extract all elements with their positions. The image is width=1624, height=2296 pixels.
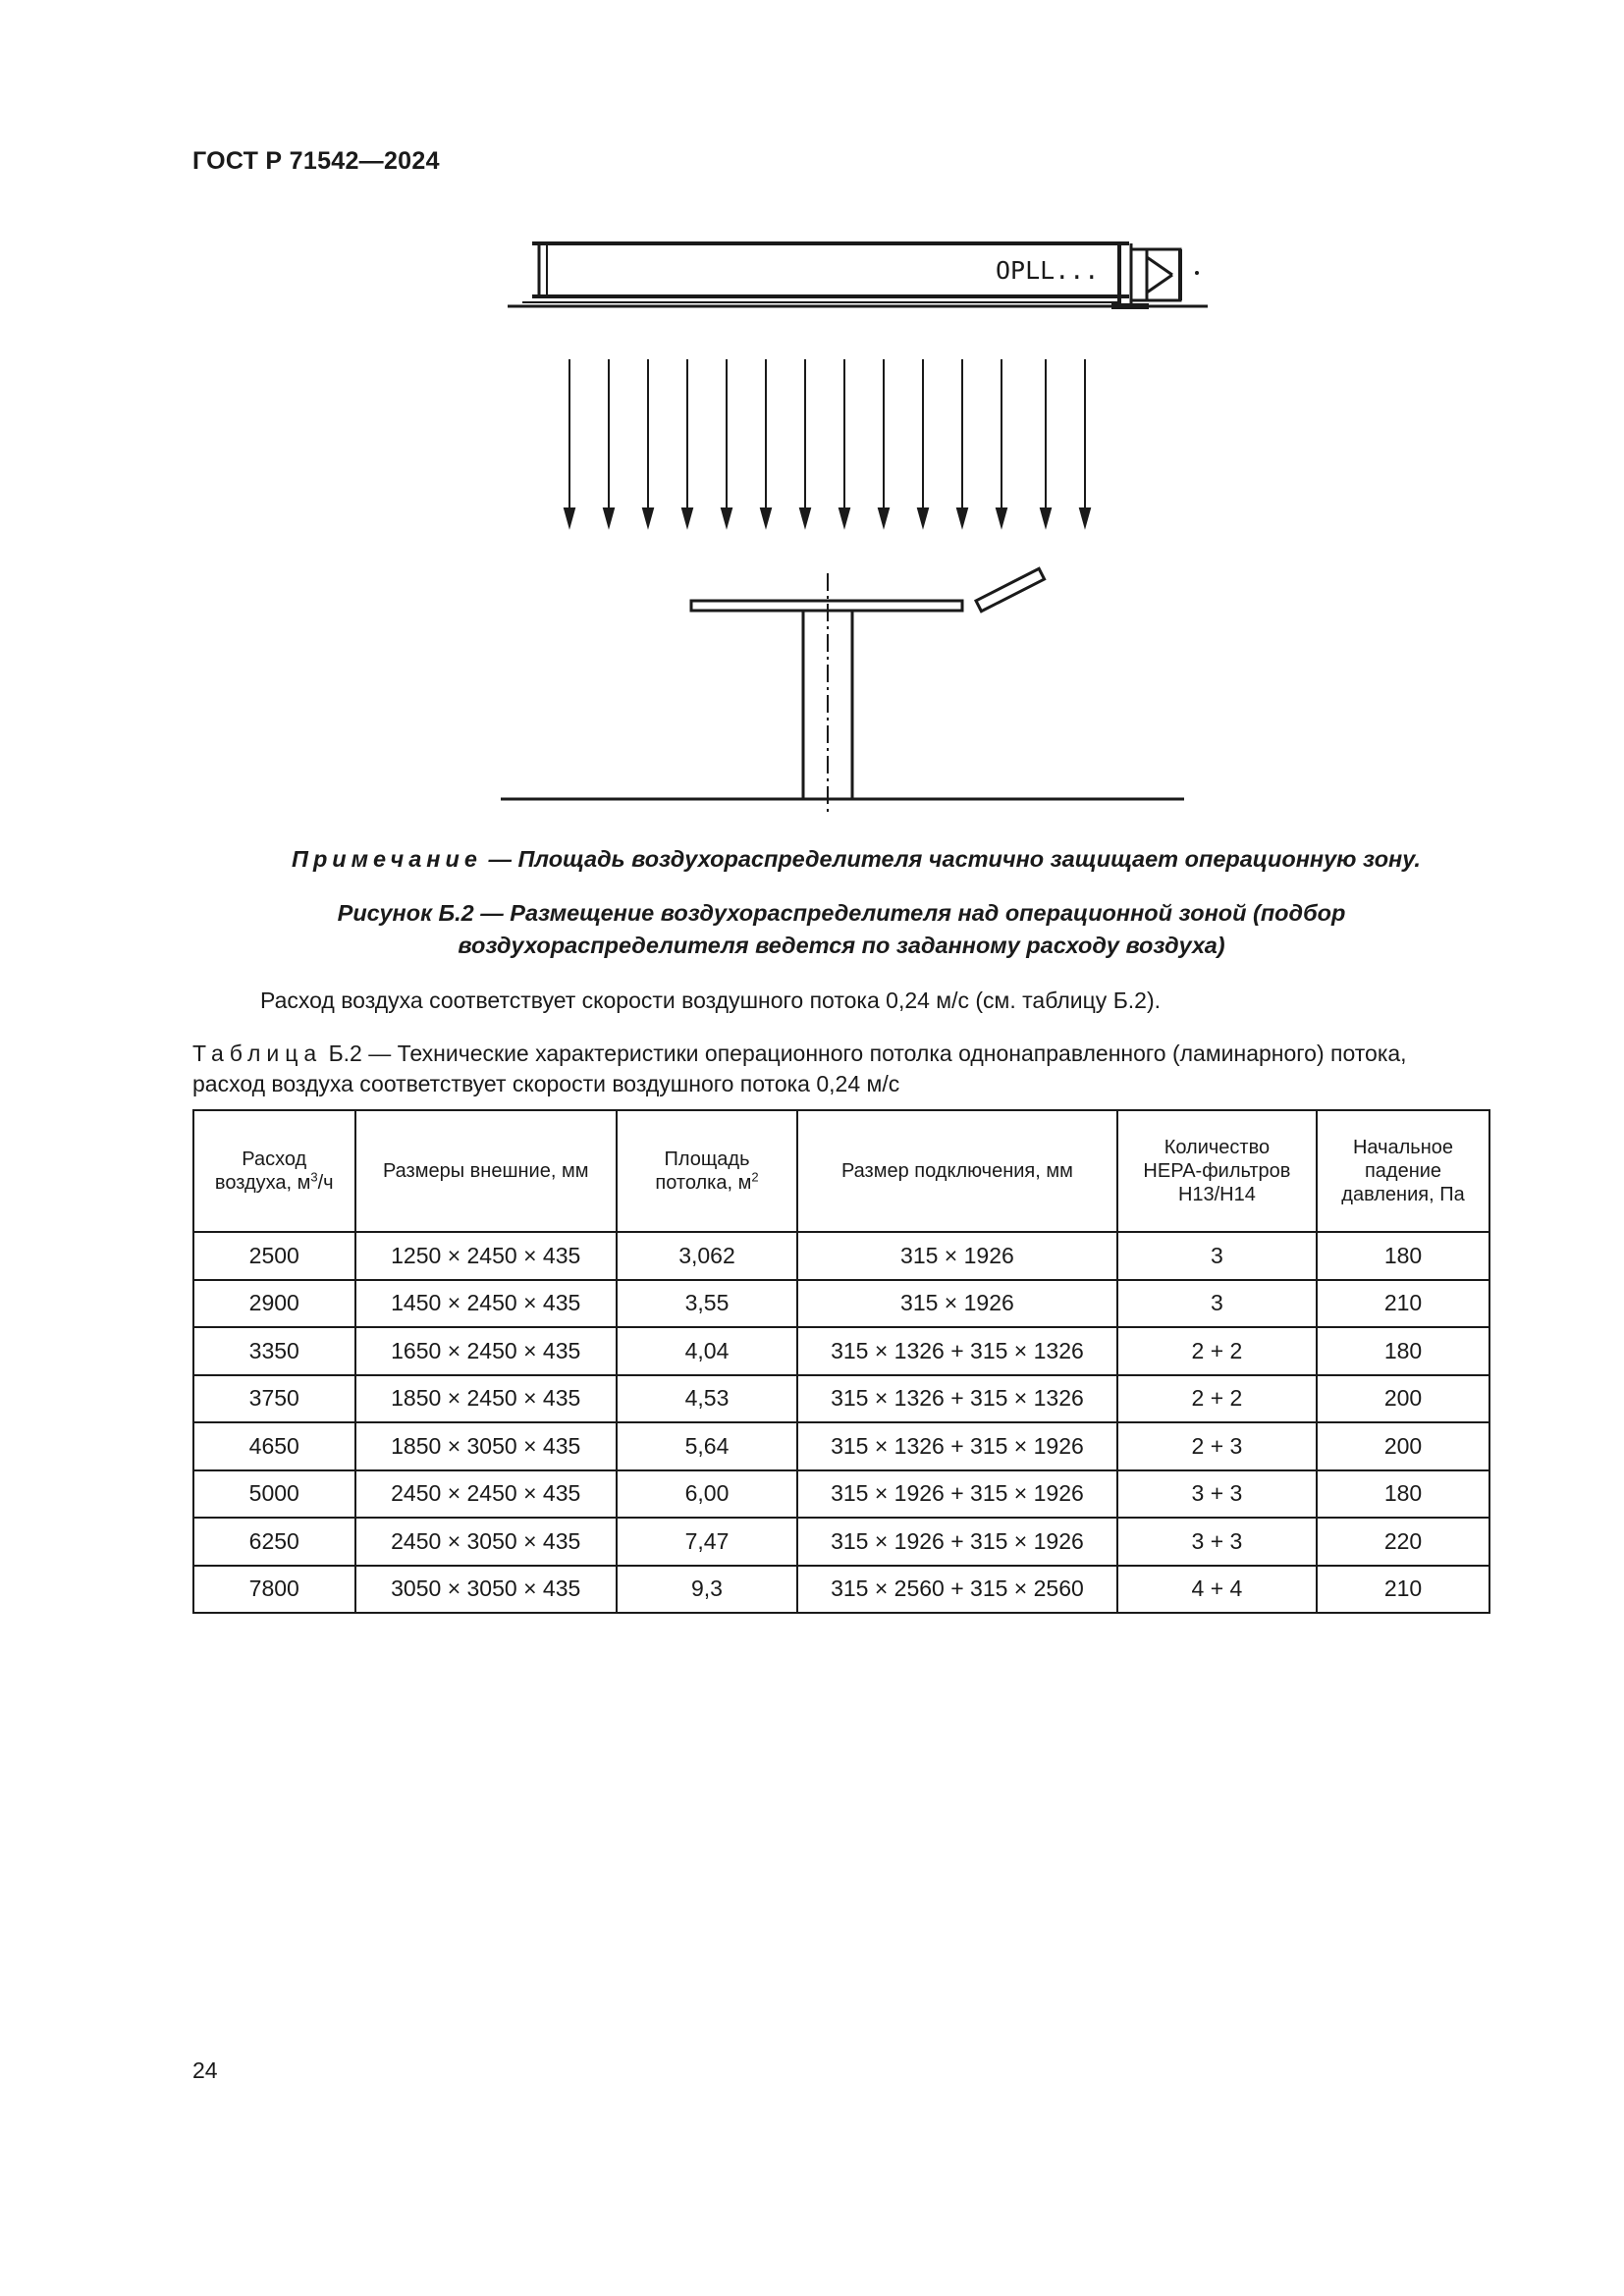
table-row [193,1375,1489,1423]
cell-area: 4,04 [617,1327,797,1375]
cell-pressure-drop: 220 [1317,1518,1489,1566]
cell-connection-size: 315 × 1926 + 315 × 1926 [797,1518,1117,1566]
document-header: ГОСТ Р 71542—2024 [192,147,440,175]
cell-area: 9,3 [617,1566,797,1614]
cell-airflow: 3350 [193,1327,355,1375]
cell-filter-count: 4 + 4 [1117,1566,1317,1614]
cell-filter-count: 3 [1117,1232,1317,1280]
airflow-arrow [839,359,849,526]
cell-pressure-drop: 180 [1317,1470,1489,1519]
caption-line-2: воздухораспределителя ведется по заданному расходу воздуха) [458,933,1225,958]
table-row [193,1232,1489,1280]
cell-area: 3,55 [617,1280,797,1328]
cell-airflow: 2500 [193,1232,355,1280]
airflow-arrow [800,359,810,526]
table-row [193,1470,1489,1519]
cell-connection-size: 315 × 1926 + 315 × 1926 [797,1470,1117,1519]
cell-area: 4,53 [617,1375,797,1423]
cell-filter-count: 2 + 3 [1117,1422,1317,1470]
cell-filter-count: 2 + 2 [1117,1327,1317,1375]
table-title-line-2: расход воздуха соответствует скорости воздушного потока 0,24 м/с [192,1071,900,1096]
cell-pressure-drop: 210 [1317,1280,1489,1328]
airflow-arrow [643,359,653,526]
airflow-arrow [918,359,928,526]
table-row [193,1518,1489,1566]
cell-filter-count: 3 + 3 [1117,1518,1317,1566]
airflow-arrow [761,359,771,526]
airflow-arrow [1080,359,1090,526]
cell-dimensions: 2450 × 3050 × 435 [355,1518,617,1566]
cell-dimensions: 1450 × 2450 × 435 [355,1280,617,1328]
unit-label: ОРLL... [996,256,1100,285]
airflow-arrow [682,359,692,526]
airflow-arrow [997,359,1006,526]
table-row [193,1422,1489,1470]
airflow-arrow [879,359,889,526]
specifications-table [192,1109,1490,1614]
airflow-arrows [565,359,1090,526]
note-label: Примечание [292,846,482,872]
cell-dimensions: 1250 × 2450 × 435 [355,1232,617,1280]
cell-pressure-drop: 180 [1317,1327,1489,1375]
cell-connection-size: 315 × 1326 + 315 × 1326 [797,1375,1117,1423]
cell-filter-count: 3 [1117,1280,1317,1328]
cell-area: 6,00 [617,1470,797,1519]
cell-dimensions: 3050 × 3050 × 435 [355,1566,617,1614]
cell-filter-count: 3 + 3 [1117,1470,1317,1519]
table-row [193,1566,1489,1614]
cell-area: 5,64 [617,1422,797,1470]
airflow-diagram [0,0,1624,883]
cell-connection-size: 315 × 1326 + 315 × 1926 [797,1422,1117,1470]
airflow-arrow [957,359,967,526]
page-number: 24 [192,2057,218,2083]
airflow-arrow [1041,359,1051,526]
cell-pressure-drop: 200 [1317,1375,1489,1423]
caption-line-1: Рисунок Б.2 — Размещение воздухораспределителя над операционной зоной (подбор [337,900,1346,926]
airflow-arrow [722,359,731,526]
tilted-panel [976,568,1045,611]
cell-dimensions: 1850 × 3050 × 435 [355,1422,617,1470]
cell-airflow: 2900 [193,1280,355,1328]
cell-dimensions: 2450 × 2450 × 435 [355,1470,617,1519]
cell-airflow: 3750 [193,1375,355,1423]
table-title-text: Б.2 — Технические характеристики операционного потолка однонаправленного (ламинарного) потока, [322,1041,1407,1066]
figure-note [0,846,1624,873]
cell-airflow: 7800 [193,1566,355,1614]
cell-dimensions: 1650 × 2450 × 435 [355,1327,617,1375]
air-distributor-unit [508,243,1208,306]
body-paragraph: Расход воздуха соответствует скорости воздушного потока 0,24 м/с (см. таблицу Б.2). [260,988,1162,1013]
airflow-arrow [565,359,574,526]
table-title-label: Таблица [192,1041,323,1066]
table-row [193,1327,1489,1375]
airflow-arrow [604,359,614,526]
cell-connection-size: 315 × 1326 + 315 × 1326 [797,1327,1117,1375]
cell-connection-size: 315 × 1926 [797,1232,1117,1280]
header-area: Площадь потолка, $м^2$ [617,1110,797,1232]
cell-connection-size: 315 × 1926 [797,1280,1117,1328]
note-text: — Площадь воздухораспределителя частично защищает операционную зону. [481,846,1421,872]
cell-airflow: 6250 [193,1518,355,1566]
header-pressure-drop: Начальное падение давления, Па [1317,1110,1489,1232]
cell-area: 3,062 [617,1232,797,1280]
table-title [192,1039,1508,1099]
cell-area: 7,47 [617,1518,797,1566]
cell-pressure-drop: 210 [1317,1566,1489,1614]
header-airflow: Расход воздуха, $м^3/ч$ [193,1110,355,1232]
header-filter-count: Количество НЕРА-фильтров Н13/Н14 [1117,1110,1317,1232]
cell-airflow: 5000 [193,1470,355,1519]
figure-caption [0,897,1624,962]
table-header-row [193,1110,1489,1232]
cell-pressure-drop: 180 [1317,1232,1489,1280]
cell-connection-size: 315 × 2560 + 315 × 2560 [797,1566,1117,1614]
cell-pressure-drop: 200 [1317,1422,1489,1470]
cell-airflow: 4650 [193,1422,355,1470]
header-connection-size: Размер подключения, мм [797,1110,1117,1232]
cell-dimensions: 1850 × 2450 × 435 [355,1375,617,1423]
cell-filter-count: 2 + 2 [1117,1375,1317,1423]
table-row [193,1280,1489,1328]
header-dimensions: Размеры внешние, мм [355,1110,617,1232]
